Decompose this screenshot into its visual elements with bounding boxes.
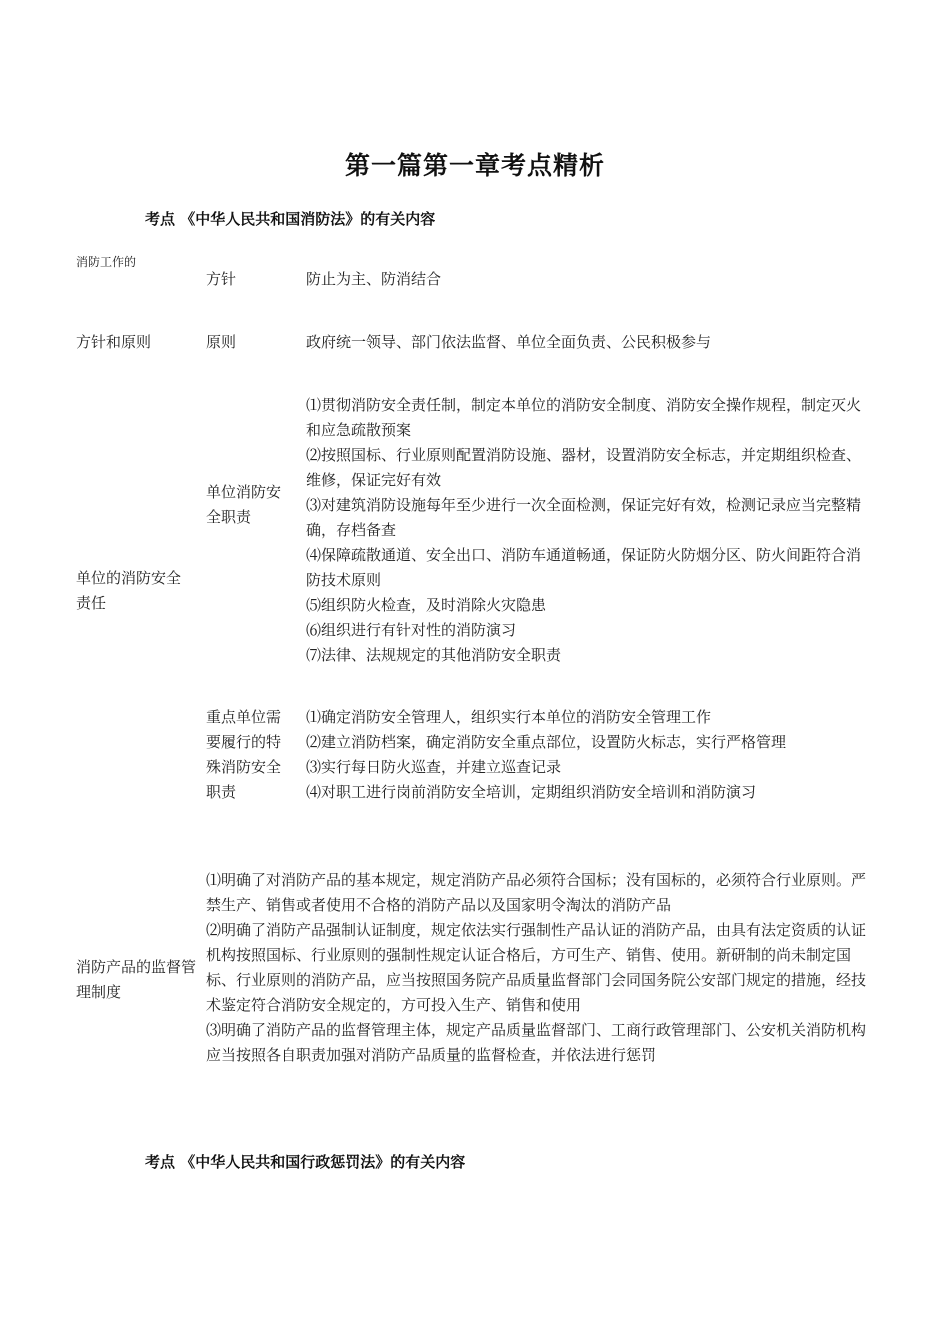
list-item: ⑴明确了对消防产品的基本规定，规定消防产品必须符合国标；没有国标的，必须符合行业原则。严禁生产、销售或者使用不合格的消防产品以及国家明令淘汰的消防产品	[206, 871, 867, 914]
list-item: ⑴贯彻消防安全责任制，制定本单位的消防安全制度、消防安全操作规程，制定灭火和应急疏散预案	[306, 396, 862, 439]
list-item: ⑺法律、法规规定的其他消防安全职责	[306, 646, 562, 664]
section-heading-penalty-law: 考点 《中华人民共和国行政惩罚法》的有关内容	[145, 1153, 466, 1171]
list-item: ⑵按照国标、行业原则配置消防设施、器材，设置消防安全标志，并定期组织检查、维修，保证完好有效	[306, 446, 862, 489]
policy-fangzhen-value: 防止为主、防消结合	[306, 270, 442, 288]
list-item: ⑶实行每日防火巡查，并建立巡查记录	[306, 758, 562, 776]
list-item: ⑷保障疏散通道、安全出口、消防车通道畅通，保证防火防烟分区、防火间距符合消防技术原则	[306, 546, 862, 589]
category-unit-responsibility: 单位的消防安全责任	[76, 569, 182, 612]
key-unit-duties-list	[306, 705, 874, 805]
list-item: ⑹组织进行有针对性的消防演习	[306, 621, 517, 639]
policy-fangzhen-label: 方针	[206, 270, 237, 288]
key-unit-duties-label: 重点单位需要履行的特殊消防安全职责	[206, 708, 282, 801]
product-supervision-list	[206, 868, 874, 1068]
list-item: ⑴确定消防安全管理人，组织实行本单位的消防安全管理工作	[306, 708, 712, 726]
category-policy-line2: 方针和原则	[76, 333, 152, 351]
unit-duties-list	[306, 393, 874, 668]
list-item: ⑶明确了消防产品的监督管理主体，规定产品质量监督部门、工商行政管理部门、公安机关消防机构应当按照各自职责加强对消防产品质量的监督检查，并依法进行惩罚	[206, 1021, 867, 1064]
policy-yuanze-label: 原则	[206, 333, 237, 351]
policy-yuanze-value: 政府统一领导、部门依法监督、单位全面负责、公民积极参与	[306, 333, 712, 351]
category-policy-line1: 消防工作的	[76, 255, 137, 269]
category-product-supervision: 消防产品的监督管理制度	[76, 958, 197, 1001]
section-heading-fire-law: 考点 《中华人民共和国消防法》的有关内容	[145, 210, 436, 228]
list-item: ⑶对建筑消防设施每年至少进行一次全面检测，保证完好有效，检测记录应当完整精确，存档备查	[306, 496, 862, 539]
list-item: ⑵明确了消防产品强制认证制度，规定依法实行强制性产品认证的消防产品，由具有法定资质的认证机构按照国标、行业原则的强制性规定认证合格后，方可生产、销售、使用。新研制的尚未制定国标、行业原则的消防产品，应当按照国务院产品质量监督部门会同国务院公安部门规定的措施，经技术鉴定符合消防安全规定的，方可投入生产、销售和使用	[206, 921, 867, 1014]
list-item: ⑵建立消防档案，确定消防安全重点部位，设置防火标志，实行严格管理	[306, 733, 787, 751]
page-title: 第一篇第一章考点精析	[344, 151, 605, 180]
list-item: ⑸组织防火检查，及时消除火灾隐患	[306, 596, 547, 614]
list-item: ⑷对职工进行岗前消防安全培训，定期组织消防安全培训和消防演习	[306, 783, 757, 801]
unit-duties-label: 单位消防安全职责	[206, 483, 282, 526]
